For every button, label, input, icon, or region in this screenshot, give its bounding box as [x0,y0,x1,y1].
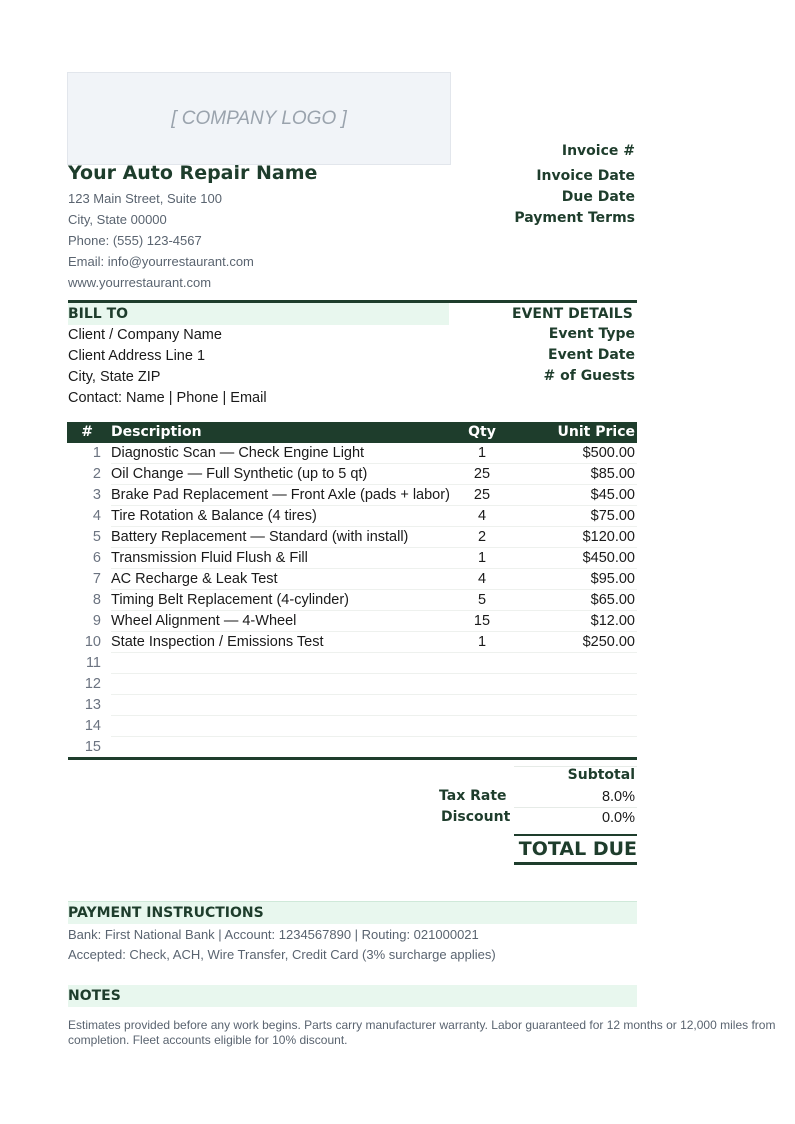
item-qty: 1 [477,634,487,650]
discount-value: 0.0% [601,810,635,826]
business-website: www.yourrestaurant.com [68,275,212,290]
discount-label: Discount [441,809,511,825]
guests-label: # of Guests [543,368,635,384]
line-items-header [67,422,637,443]
item-unit-price: $250.00 [582,634,635,650]
notes-heading: NOTES [68,985,637,1007]
business-email: Email: info@yourrestaurant.com [68,254,254,269]
accepted-methods: Accepted: Check, ACH, Wire Transfer, Credit Card (3% surcharge applies) [68,947,496,962]
item-description: Diagnostic Scan — Check Engine Light [111,445,365,461]
item-qty: 15 [473,613,491,629]
item-description: AC Recharge & Leak Test [111,571,278,587]
item-description: Timing Belt Replacement (4-cylinder) [111,592,349,608]
payment-instructions-heading: PAYMENT INSTRUCTIONS [68,901,637,924]
business-address-line: 123 Main Street, Suite 100 [68,191,222,206]
item-description: Brake Pad Replacement — Front Axle (pads + labor) [111,487,450,503]
client-contact: Contact: Name | Phone | Email [68,390,267,406]
item-qty: 1 [477,550,487,566]
event-type-label: Event Type [548,326,635,342]
business-name: Your Auto Repair Name [68,162,318,184]
row-number: 12 [84,676,101,692]
row-number: 2 [92,466,101,482]
client-address: Client Address Line 1 [68,348,206,364]
row-number: 6 [92,550,101,566]
invoice-date-label: Invoice Date [536,168,635,184]
item-description: Tire Rotation & Balance (4 tires) [111,508,317,524]
row-number: 14 [84,718,101,734]
event-date-label: Event Date [548,347,635,363]
tax-rate-label: Tax Rate [439,788,507,804]
item-qty: 4 [477,508,487,524]
client-name: Client / Company Name [68,327,222,343]
row-number: 9 [92,613,101,629]
table-row [67,569,637,590]
table-row [67,674,637,695]
bill-to-heading: BILL TO [68,303,449,325]
row-number: 4 [92,508,101,524]
table-row [67,527,637,548]
business-city-line: City, State 00000 [68,212,167,227]
header-number: # [81,424,93,440]
table-row [67,716,637,737]
item-unit-price: $95.00 [590,571,635,587]
total-due-label: TOTAL DUE [514,834,637,865]
table-bottom-rule [68,757,637,760]
header-unit-price: Unit Price [557,424,635,440]
subtotal-label: Subtotal [567,767,635,783]
item-unit-price: $120.00 [582,529,635,545]
table-row [67,464,637,485]
item-qty: 4 [477,571,487,587]
table-row [67,443,637,464]
row-number: 8 [92,592,101,608]
item-description: State Inspection / Emissions Test [111,634,324,650]
item-unit-price: $85.00 [590,466,635,482]
table-row [67,695,637,716]
header-description: Description [111,424,202,440]
item-qty: 25 [473,487,491,503]
event-details-heading: EVENT DETAILS [512,306,633,322]
row-number: 15 [84,739,101,755]
table-row [67,611,637,632]
table-row [67,737,637,758]
table-row [67,653,637,674]
item-description: Battery Replacement — Standard (with install) [111,529,409,545]
tax-rule [514,807,637,808]
row-number: 11 [85,655,101,671]
bank-details: Bank: First National Bank | Account: 1234567890 | Routing: 021000021 [68,927,479,942]
company-logo-placeholder [67,72,451,165]
item-unit-price: $45.00 [590,487,635,503]
tax-rate-value: 8.0% [601,789,635,805]
row-number: 7 [92,571,101,587]
row-number: 13 [84,697,101,713]
item-description: Oil Change — Full Synthetic (up to 5 qt) [111,466,368,482]
notes-line: completion. Fleet accounts eligible for 10% discount. [68,1033,348,1047]
item-description: Transmission Fluid Flush & Fill [111,550,308,566]
table-row [67,632,637,653]
table-row [67,548,637,569]
notes-line: Estimates provided before any work begins. Parts carry manufacturer warranty. Labor guaranteed for 12 months or 12,000 miles from [68,1018,776,1032]
item-qty: 25 [473,466,491,482]
header-qty: Qty [468,424,496,440]
invoice-number-label: Invoice # [561,143,635,159]
item-unit-price: $12.00 [590,613,635,629]
item-unit-price: $450.00 [582,550,635,566]
item-qty: 1 [477,445,487,461]
row-number: 3 [92,487,101,503]
due-date-label: Due Date [561,189,635,205]
item-qty: 2 [477,529,487,545]
item-unit-price: $75.00 [590,508,635,524]
item-unit-price: $500.00 [582,445,635,461]
table-row [67,590,637,611]
client-city: City, State ZIP [68,369,161,385]
logo-text: [ COMPANY LOGO ] [171,107,347,129]
item-description: Wheel Alignment — 4-Wheel [111,613,297,629]
business-phone: Phone: (555) 123-4567 [68,233,202,248]
table-row [67,506,637,527]
row-number: 10 [84,634,101,650]
item-unit-price: $65.00 [590,592,635,608]
notes-text [68,1018,776,1050]
table-row [67,485,637,506]
row-number: 1 [92,445,101,461]
row-number: 5 [92,529,101,545]
payment-terms-label: Payment Terms [514,210,635,226]
item-qty: 5 [477,592,487,608]
